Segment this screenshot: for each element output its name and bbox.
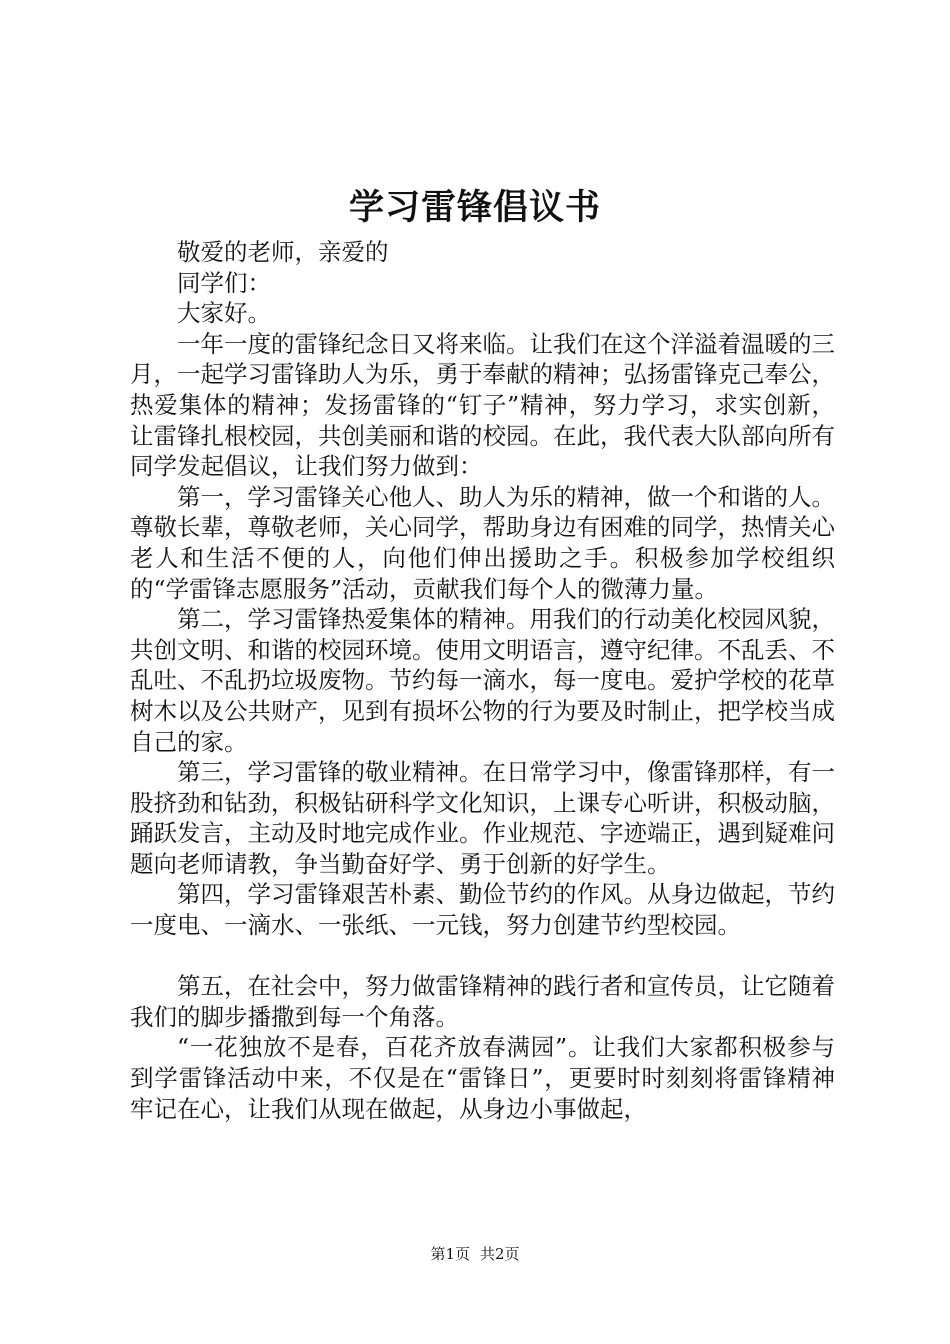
- proposal-fourth: 第四，学习雷锋艰苦朴素、勤俭节约的作风。从身边做起，节约一度电、一滴水、一张纸、一元钱，努力创建节约型校园。: [130, 880, 835, 940]
- greeting: 大家好。: [177, 299, 271, 328]
- document-body: [130, 237, 835, 1124]
- proposal-second: 第二，学习雷锋热爱集体的精神。用我们的行动美化校园风貌，共创文明、和谐的校园环境。使用文明语言，遵守纪律。不乱丢、不乱吐、不乱扔垃圾废物。节约每一滴水，每一度电。爱护学校的花草树木以及公共财产，见到有损坏公物的行为要及时制止，把学校当成自己的家。: [130, 605, 835, 756]
- salutation-line-1: 敬爱的老师，亲爱的: [177, 238, 389, 266]
- proposal-third: 第三，学习雷锋的敬业精神。在日常学习中，像雷锋那样，有一股挤劲和钻劲，积极钻研科学文化知识，上课专心听讲，积极动脑，踊跃发言，主动及时地完成作业。作业规范、字迹端正，遇到疑难问题向老师请教，争当勤奋好学、勇于创新的好学生。: [130, 758, 835, 878]
- closing-paragraph: “一花独放不是春，百花齐放春满园”。让我们大家都积极参与到学雷锋活动中来，不仅是在“雷锋日”，更要时时刻刻将雷锋精神牢记在心，让我们从现在做起，从身边小事做起，: [130, 1033, 835, 1123]
- document-title: 学习雷锋倡议书: [348, 187, 601, 228]
- page-footer: [0, 1243, 950, 1265]
- proposal-first: 第一，学习雷锋关心他人、助人为乐的精神，做一个和谐的人。尊敬长辈，尊敬老师，关心同学，帮助身边有困难的同学，热情关心老人和生活不便的人，向他们伸出援助之手。积极参加学校组织的“学雷锋志愿服务”活动，贡献我们每个人的微薄力量。: [130, 482, 835, 603]
- proposal-fifth: 第五，在社会中，努力做雷锋精神的践行者和宣传员，让它随着我们的脚步播撒到每一个角落。: [130, 972, 835, 1031]
- intro-paragraph: 一年一度的雷锋纪念日又将来临。让我们在这个洋溢着温暖的三月，一起学习雷锋助人为乐，勇于奉献的精神；弘扬雷锋克己奉公，热爱集体的精神；发扬雷锋的“钉子”精神，努力学习，求实创新，让雷锋扎根校园，共创美丽和谐的校园。在此，我代表大队部向所有同学发起倡议，让我们努力做到：: [130, 329, 835, 481]
- page-total: 共2页: [480, 1245, 520, 1263]
- page-number: 第1页: [430, 1245, 470, 1263]
- salutation-line-2: 同学们：: [177, 268, 271, 297]
